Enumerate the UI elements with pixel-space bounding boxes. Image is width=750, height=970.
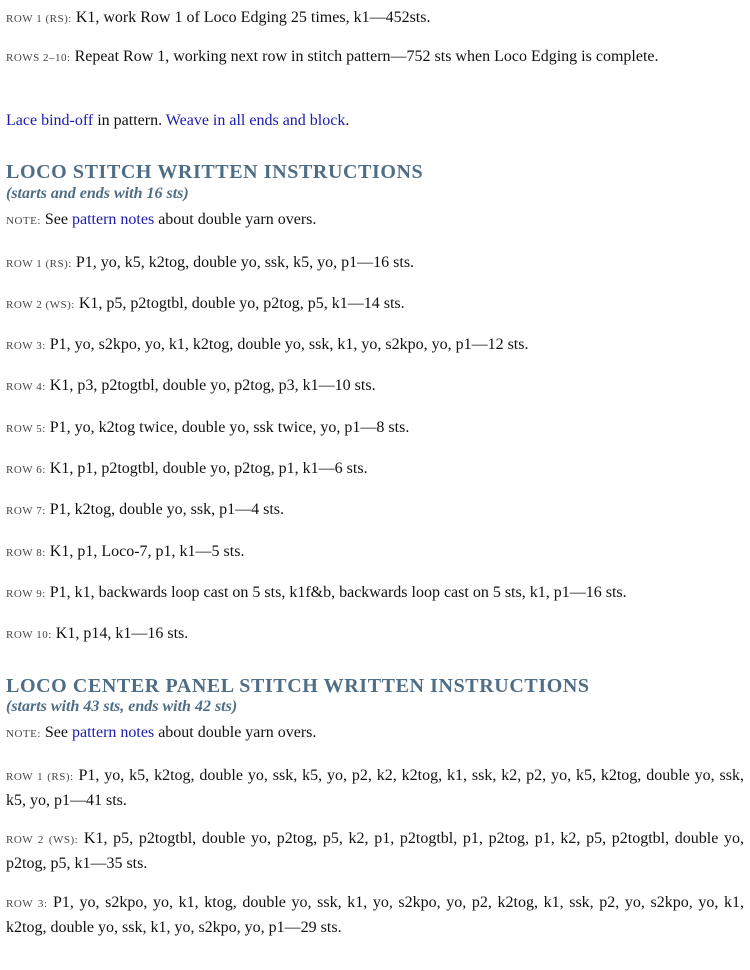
- row-text: K1, p1, Loco-7, p1, k1—5 sts.: [45, 543, 245, 560]
- row-text: P1, yo, s2kpo, yo, k1, k2tog, double yo, ssk, k1, yo, s2kpo, yo, p1—12 sts.: [45, 336, 529, 353]
- row-label: ROW 1 (RS):: [6, 771, 74, 783]
- row-text: K1, p5, p2togtbl, double yo, p2tog, p5, k2, p1, p2togtbl, p1, p2tog, p1, k2, p5, p2togtbl, double yo, p2tog, p5, k1—35 sts.: [6, 830, 744, 872]
- bind-off-period: .: [345, 112, 350, 129]
- loco-row-10: [6, 622, 744, 647]
- row-label: ROW 2 (WS):: [6, 299, 75, 311]
- row-label: ROW 10:: [6, 629, 52, 641]
- row-text: K1, p5, p2togtbl, double yo, p2tog, p5, k1—14 sts.: [74, 295, 405, 312]
- loco-row-9: [6, 581, 744, 606]
- row-text: Repeat Row 1, working next row in stitch pattern—752 sts when Loco Edging is complete.: [70, 48, 659, 65]
- row-text: P1, yo, s2kpo, yo, k1, ktog, double yo, ssk, k1, yo, s2kpo, yo, p2, k2tog, k1, ssk, p2, yo, s2kpo, yo, k1, k2tog, double yo, ssk, k1, yo, s2kpo, yo, p1—29 sts.: [6, 894, 745, 936]
- intro-row-1: [6, 6, 744, 31]
- note-label: NOTE:: [6, 728, 41, 740]
- row-text: P1, yo, k2tog twice, double yo, ssk twice, yo, p1—8 sts.: [45, 419, 410, 436]
- row-label: ROW 3:: [6, 898, 48, 910]
- center-row-2: [6, 827, 744, 875]
- center-panel-section-title: LOCO CENTER PANEL STITCH WRITTEN INSTRUCTIONS: [6, 675, 590, 697]
- row-text: P1, k2tog, double yo, ssk, p1—4 sts.: [45, 501, 285, 518]
- loco-row-1: [6, 251, 744, 276]
- note-text: See: [40, 724, 72, 741]
- row-label: ROW 7:: [6, 505, 46, 517]
- row-label: ROW 4:: [6, 381, 46, 393]
- note-label: NOTE:: [6, 215, 41, 227]
- lace-bind-off-link[interactable]: Lace bind-off: [6, 112, 94, 129]
- row-label: ROW 1 (RS):: [6, 13, 72, 25]
- pattern-notes-link[interactable]: pattern notes: [72, 724, 155, 741]
- bind-off-text: in pattern.: [93, 112, 166, 129]
- note-text: about double yarn overs.: [154, 724, 317, 741]
- note-text: See: [40, 211, 72, 228]
- row-label: ROW 5:: [6, 423, 46, 435]
- loco-row-2: [6, 292, 744, 317]
- row-label: ROW 3:: [6, 340, 46, 352]
- pattern-notes-link[interactable]: pattern notes: [72, 211, 155, 228]
- row-text: P1, yo, k5, k2tog, double yo, ssk, k5, yo, p2, k2, k2tog, k1, ssk, k2, p2, yo, k5, k2tog, double yo, ssk, k5, yo, p1—41 sts.: [6, 767, 744, 809]
- center-row-1: [6, 764, 744, 812]
- loco-row-4: [6, 374, 744, 399]
- row-label: ROW 9:: [6, 588, 46, 600]
- row-label: ROW 8:: [6, 547, 46, 559]
- row-text: K1, p14, k1—16 sts.: [51, 625, 189, 642]
- intro-rows-2-10: [6, 45, 744, 70]
- loco-section-title: LOCO STITCH WRITTEN INSTRUCTIONS: [6, 161, 424, 183]
- loco-row-5: [6, 416, 744, 441]
- loco-row-3: [6, 333, 744, 358]
- row-text: K1, work Row 1 of Loco Edging 25 times, k1—452sts.: [71, 9, 431, 26]
- loco-row-7: [6, 498, 744, 523]
- loco-row-6: [6, 457, 744, 482]
- row-text: P1, k1, backwards loop cast on 5 sts, k1f&b, backwards loop cast on 5 sts, k1, p1—16 sts.: [45, 584, 627, 601]
- row-label: ROWS 2–10:: [6, 52, 71, 64]
- loco-row-8: [6, 540, 744, 565]
- row-text: P1, yo, k5, k2tog, double yo, ssk, k5, yo, p1—16 sts.: [71, 254, 415, 271]
- weave-in-ends-link[interactable]: Weave in all ends and block: [165, 112, 346, 129]
- row-text: K1, p1, p2togtbl, double yo, p2tog, p1, k1—6 sts.: [45, 460, 368, 477]
- loco-note: [6, 208, 744, 233]
- row-label: ROW 6:: [6, 464, 46, 476]
- center-panel-section-subtitle: (starts with 43 sts, ends with 42 sts): [6, 698, 238, 715]
- loco-section-subtitle: (starts and ends with 16 sts): [6, 185, 189, 202]
- center-panel-note: [6, 721, 744, 746]
- bind-off-paragraph: [6, 109, 744, 132]
- center-row-3: [6, 891, 744, 939]
- row-label: ROW 2 (WS):: [6, 834, 79, 846]
- row-text: K1, p3, p2togtbl, double yo, p2tog, p3, k1—10 sts.: [45, 377, 376, 394]
- row-label: ROW 1 (RS):: [6, 258, 72, 270]
- note-text: about double yarn overs.: [154, 211, 317, 228]
